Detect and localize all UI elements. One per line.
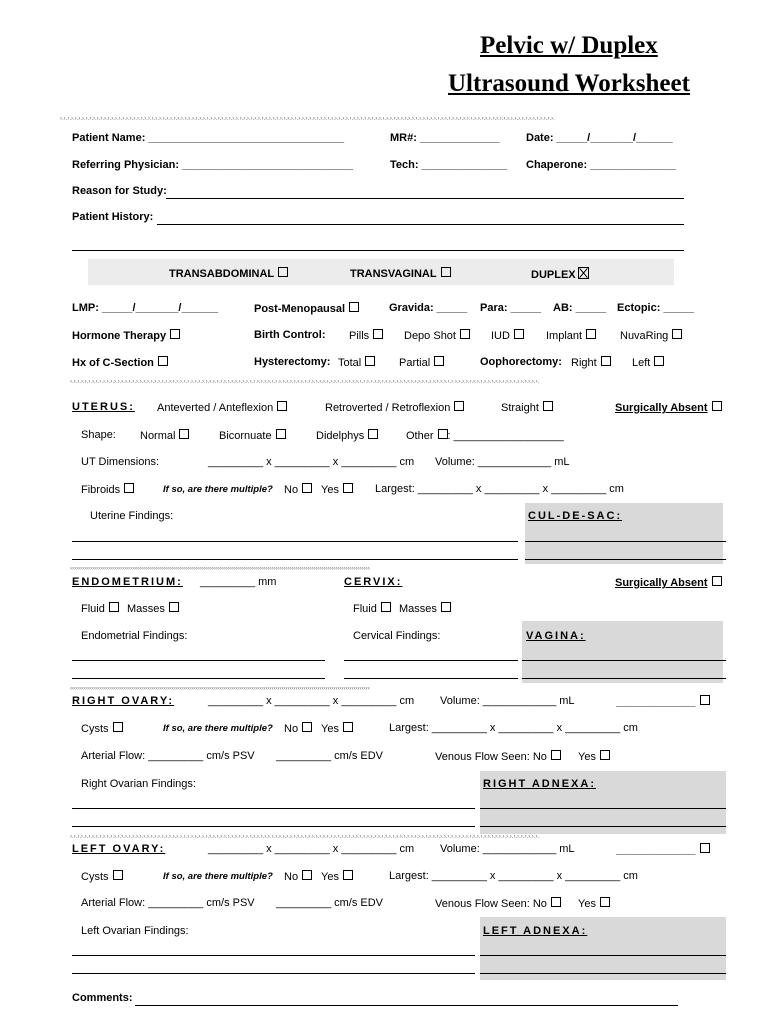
mr-field[interactable]: MR#: _____________ [390,132,500,144]
cul-de-sac-heading: CUL-DE-SAC: [528,510,623,522]
divider: ›››››››››››››››››››››››››››››››››››››››››››››››››››››››››››››››››››››››››››››››››››››››››››››››››››››››››››››››››››››››››››››››››››››››››››››››››››››› [70,566,370,572]
cervix-fluid-option[interactable]: Fluid [353,602,391,615]
patient-history-label: Patient History: [72,211,154,223]
didelphys-option[interactable]: Didelphys [316,429,378,442]
left-ovary-volume-field[interactable]: Volume: ____________ mL [440,843,575,855]
right-adnexa-line[interactable] [480,808,726,809]
right-ovary-volume-field[interactable]: Volume: ____________ mL [440,695,575,707]
anteverted-option[interactable]: Anteverted / Anteflexion [157,401,287,414]
right-cysts-largest-field[interactable]: Largest: _________ x _________ x _________ cm [389,722,638,734]
checkbox[interactable] [514,329,524,339]
left-ovary-extra-option[interactable]: _____________ [616,843,710,856]
checkbox[interactable] [381,602,391,612]
right-edv-field[interactable]: _________ cm/s EDV [276,750,384,762]
left-ovary-dimensions-field[interactable]: _________ x _________ x _________ cm [208,843,415,855]
uterine-findings-line-2[interactable] [72,559,518,560]
bicornuate-option[interactable]: Bicornuate [219,429,286,442]
checkbox[interactable] [441,602,451,612]
checkbox[interactable] [672,329,682,339]
left-arterial-flow-field[interactable]: Arterial Flow: _________ cm/s PSV [81,897,255,909]
iud-option[interactable]: IUD [491,329,524,342]
patient-history-line[interactable] [157,224,684,225]
left-cysts-yes-option[interactable]: Yes [321,870,353,883]
right-ovarian-findings-line[interactable] [72,808,475,809]
checkbox[interactable] [712,576,722,586]
oophorectomy-left-option[interactable]: Left [632,356,664,369]
transabdominal-option[interactable]: TRANSABDOMINAL [169,267,288,280]
depo-shot-option[interactable]: Depo Shot [404,329,470,342]
chaperone-field[interactable]: Chaperone: ______________ [526,159,676,171]
checkbox[interactable] [438,429,448,439]
fibroids-largest-field[interactable]: Largest: _________ x _________ x _________ cm [375,483,624,495]
ut-volume-field[interactable]: Volume: ____________ mL [435,456,570,468]
checkbox[interactable] [551,750,561,760]
checkbox[interactable] [113,722,123,732]
gravida-field[interactable]: Gravida: _____ [389,302,468,314]
checkbox[interactable] [343,483,353,493]
patient-history-line-2[interactable] [72,250,684,251]
left-venous-no-option[interactable]: Venous Flow Seen: No [435,897,561,910]
checkbox[interactable] [441,267,451,277]
vagina-line[interactable] [522,660,726,661]
right-adnexa-line-2[interactable] [480,826,726,827]
ectopic-field[interactable]: Ectopic: _____ [617,302,695,314]
checkbox[interactable] [586,329,596,339]
checkbox[interactable] [113,870,123,880]
checkbox[interactable] [601,356,611,366]
comments-line[interactable] [135,1005,678,1006]
left-cysts-largest-field[interactable]: Largest: _________ x _________ x _________ cm [389,870,638,882]
fibroids-option[interactable]: Fibroids [81,483,134,496]
cul-de-sac-line[interactable] [525,541,726,542]
title-line-2: Ultrasound Worksheet [448,70,690,97]
right-ovarian-findings-line-2[interactable] [72,826,475,827]
checkbox[interactable] [543,401,553,411]
uterus-heading: UTERUS: [72,401,135,413]
checkbox[interactable] [434,356,444,366]
cervical-findings-label: Cervical Findings: [353,630,441,642]
checkbox[interactable] [170,329,180,339]
right-venous-no-option[interactable]: Venous Flow Seen: No [435,750,561,763]
reason-for-study-label: Reason for Study: [72,185,167,197]
checkbox[interactable] [109,602,119,612]
left-cysts-option[interactable]: Cysts [81,870,123,883]
left-ovary-heading: LEFT OVARY: [72,843,166,855]
cul-de-sac-line-2[interactable] [525,559,726,560]
right-ovarian-findings-label: Right Ovarian Findings: [81,778,196,790]
left-adnexa-line-2[interactable] [480,973,726,974]
ut-dimensions-label: UT Dimensions: [81,456,160,468]
uterine-findings-label: Uterine Findings: [90,510,174,522]
patient-name-field[interactable]: Patient Name: ________________________________ [72,132,345,144]
uterus-surgically-absent-option[interactable]: Surgically Absent [615,401,722,414]
checkbox[interactable] [365,356,375,366]
checkbox[interactable] [278,267,288,277]
checkbox[interactable] [124,483,134,493]
oophorectomy-label: Oophorectomy: [480,356,562,368]
left-adnexa-line[interactable] [480,955,726,956]
right-ovary-dimensions-field[interactable]: _________ x _________ x _________ cm [208,695,415,707]
reason-for-study-line[interactable] [166,198,684,199]
divider: ›.›.›.›.›.›.›.›.›.›.›.›.›.›.›.›.›.›.›.›.›.›.›.›.›.›.›.›.›.›.›.›.›.›.›.›.›.›.›.›.›.›.›.›.›.›.›.›.›.›.›.›.›.›.›.›.›.›.›.›.›.›.›.›.›.›.›.›.›.›.›.›.›.›.›.›.›.›.›.›.›.›.›.›.›.›.›.›.›.›.›.›.›.›.›.›.›.›.›.›.›.›.›.›.›.›.›.›.›.›.›.›.›.›.›.›.›.›.›.›.›.›.›.›.›.›.›.›. [70,379,540,385]
checkbox[interactable] [302,483,312,493]
ab-field[interactable]: AB: _____ [553,302,607,314]
date-field[interactable]: Date: _____/_______/______ [526,132,673,144]
checkbox[interactable] [600,750,610,760]
post-menopausal-option[interactable]: Post-Menopausal [254,302,359,315]
birth-control-label: Birth Control: [254,329,326,341]
right-venous-yes-option[interactable]: Yes [578,750,610,763]
checkbox[interactable] [654,356,664,366]
divider: ‹‹‹‹‹‹‹‹‹‹‹‹‹‹‹‹‹‹‹‹‹‹‹‹‹‹‹‹‹‹‹‹‹‹‹‹‹‹‹‹‹‹‹‹‹‹‹‹‹‹‹‹‹‹‹‹‹‹‹‹‹‹‹‹‹‹‹‹‹‹‹‹‹‹‹‹‹‹‹‹‹‹‹‹‹‹‹‹‹‹‹‹‹‹‹‹‹‹‹‹‹‹‹‹‹‹‹‹‹‹‹‹‹‹‹‹‹‹‹‹‹‹‹‹‹‹‹‹‹‹‹‹‹‹‹‹‹‹‹‹‹‹‹‹‹‹‹‹‹‹ [70,686,370,692]
title-line-1: Pelvic w/ Duplex [480,32,658,59]
checkbox[interactable] [158,356,168,366]
fibroids-yes-option[interactable]: Yes [321,483,353,496]
endometrium-mm-field[interactable]: _________ mm [200,576,277,588]
checkbox[interactable] [276,429,286,439]
hormone-therapy-option[interactable]: Hormone Therapy [72,329,180,342]
checkbox[interactable] [373,329,383,339]
endometrium-heading: ENDOMETRIUM: [72,576,183,588]
checkbox[interactable] [600,897,610,907]
shape-label: Shape: [81,429,116,441]
checkbox[interactable] [460,329,470,339]
other-option[interactable]: Other : __________________ [406,430,564,442]
checkbox[interactable] [368,429,378,439]
checkbox[interactable] [454,401,464,411]
cervix-heading: CERVIX: [344,576,403,588]
lmp-field[interactable]: LMP: _____/_______/______ [72,302,219,314]
endometrium-masses-option[interactable]: Masses [127,602,179,615]
normal-option[interactable]: Normal [140,429,189,442]
right-ovary-heading: RIGHT OVARY: [72,695,175,707]
vagina-line-2[interactable] [522,678,726,679]
cervical-findings-line[interactable] [344,660,518,661]
checkbox[interactable] [277,401,287,411]
right-ovary-extra-option[interactable]: _____________ [616,695,710,708]
right-cysts-yes-option[interactable]: Yes [321,722,353,735]
checkbox[interactable] [169,602,179,612]
cervix-surgically-absent-option[interactable]: Surgically Absent [615,576,722,589]
referring-physician-field[interactable]: Referring Physician: ____________________________ [72,159,354,171]
pills-option[interactable]: Pills [349,329,383,342]
retroverted-option[interactable]: Retroverted / Retroflexion [325,401,464,414]
checkbox[interactable] [343,870,353,880]
comments-label: Comments: [72,992,133,1004]
checkbox[interactable] [700,695,710,705]
right-cysts-option[interactable]: Cysts [81,722,123,735]
nuvaring-option[interactable]: NuvaRing [620,329,682,342]
ut-dimensions-field[interactable]: _________ x _________ x _________ cm [208,456,415,468]
left-venous-yes-option[interactable]: Yes [578,897,610,910]
hysterectomy-label: Hysterectomy: [254,356,331,368]
checkbox[interactable] [302,722,312,732]
checkbox[interactable] [179,429,189,439]
right-adnexa-heading: RIGHT ADNEXA: [483,778,596,790]
checkbox-checked[interactable] [578,267,589,279]
checkbox[interactable] [700,843,710,853]
checkbox[interactable] [302,870,312,880]
left-ovarian-findings-line-2[interactable] [72,973,475,974]
cervical-findings-line-2[interactable] [344,678,518,679]
right-cysts-no-option[interactable]: No [284,722,312,735]
straight-option[interactable]: Straight [501,401,553,414]
left-ovarian-findings-line[interactable] [72,955,475,956]
uterine-findings-line[interactable] [72,541,518,542]
transvaginal-option[interactable]: TRANSVAGINAL [350,267,451,280]
left-cysts-no-option[interactable]: No [284,870,312,883]
c-section-option[interactable]: Hx of C-Section [72,356,168,369]
left-adnexa-heading: LEFT ADNEXA: [483,925,588,937]
endometrial-findings-line-2[interactable] [72,678,325,679]
para-field[interactable]: Para: _____ [480,302,542,314]
oophorectomy-right-option[interactable]: Right [571,356,611,369]
duplex-option[interactable]: DUPLEX [531,267,589,281]
vagina-heading: VAGINA: [526,630,586,642]
right-arterial-flow-field[interactable]: Arterial Flow: _________ cm/s PSV [81,750,255,762]
implant-option[interactable]: Implant [546,329,596,342]
checkbox[interactable] [551,897,561,907]
left-cysts-multiple-label: If so, are there multiple? [163,871,273,882]
checkbox[interactable] [349,302,359,312]
right-cysts-multiple-label: If so, are there multiple? [163,723,273,734]
endometrium-fluid-option[interactable]: Fluid [81,602,119,615]
divider: ›.›.›.›.›.›.›.›.›.›.›.›.›.›.›.›.›.›.›.›.›.›.›.›.›.›.›.›.›.›.›.›.›.›.›.›.›.›.›.›.›.›.›.›.›.›.›.›.›.›.›.›.›.›.›.›.›.›.›.›.›.›.›.›.›.›.›.›.›.›.›.›.›.›.›.›.›.›.›.›.›.›.›.›.›.›.›.›.›.›.›.›.›.›.›.›.›.›.›.›.›.›.›.›.›.›.›.›.›.›.›.›.›.›.›.›.›.›.›.›.›.›.›.›.›.›.›.›. [70,834,540,840]
endometrial-findings-label: Endometrial Findings: [81,630,188,642]
total-option[interactable]: Total [338,356,375,369]
left-edv-field[interactable]: _________ cm/s EDV [276,897,384,909]
endometrial-findings-line[interactable] [72,660,325,661]
divider: ›.›.›.›.›.›.›.›.›.›.›.›.›.›.›.›.›.›.›.›.›.›.›.›.›.›.›.›.›.›.›.›.›.›.›.›.›.›.›.›.›.›.›.›.›.›.›.›.›.›.›.›.›.›.›.›.›.›.›.›.›.›.›.›.›.›.›.›.›.›.›.›.›.›.›.›.›.›.›.›.›.›.›.›.›.›.›.›.›.›.›.›.›.›.›.›.›.›.›.›.›.›.›.›.›.›.›.›.›.›.›.›.›.›.›.›.›.›.›.›.›.›.›.›.›.›.›.›.›.›.›.›.›.›.›. [60,116,555,122]
tech-field[interactable]: Tech: ______________ [390,159,508,171]
partial-option[interactable]: Partial [399,356,444,369]
checkbox[interactable] [712,401,722,411]
checkbox[interactable] [343,722,353,732]
left-ovarian-findings-label: Left Ovarian Findings: [81,925,189,937]
fibroids-no-option[interactable]: No [284,483,312,496]
cervix-masses-option[interactable]: Masses [399,602,451,615]
fibroids-multiple-label: If so, are there multiple? [163,484,273,495]
